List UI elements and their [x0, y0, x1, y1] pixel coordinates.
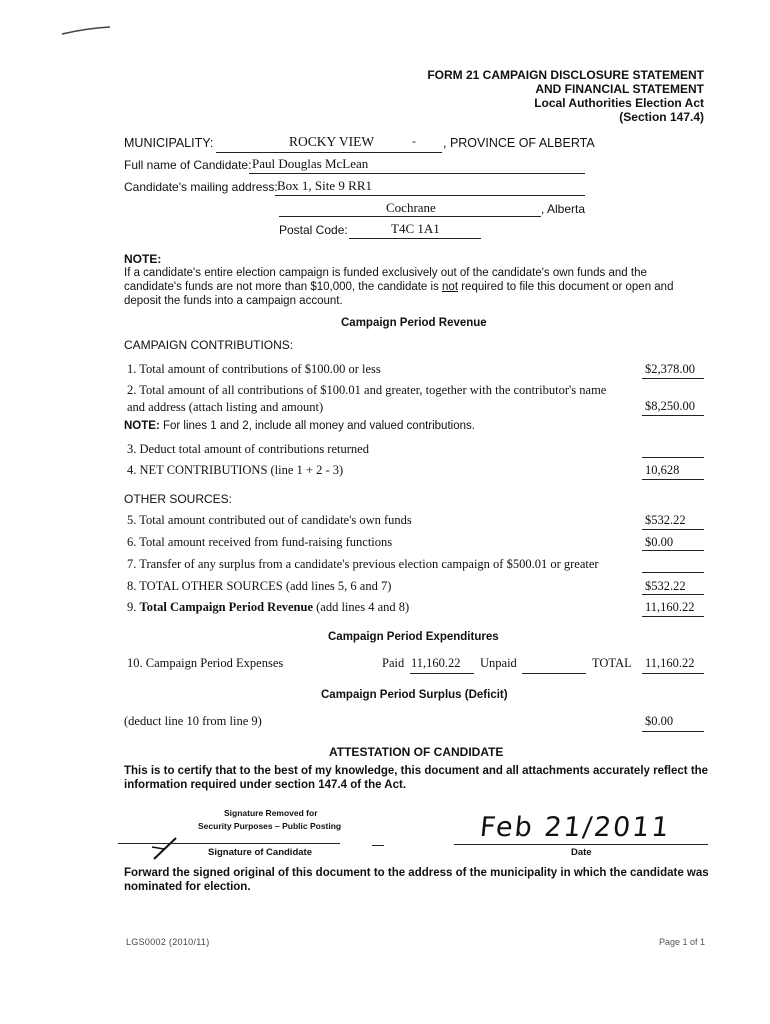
note-line2 — [124, 281, 673, 293]
city-province: , Alberta — [541, 202, 586, 216]
line9-label-bold: Total Campaign Period Revenue — [139, 600, 313, 614]
note-title: NOTE: — [124, 252, 162, 266]
date-label: Date — [571, 847, 592, 858]
line5-underline — [642, 529, 704, 530]
note-line2-a: candidate's funds are not more than $10,000, the candidate is — [124, 281, 443, 293]
municipality-label: MUNICIPALITY: — [124, 136, 214, 150]
note-line2-c: required to file this document or open and — [458, 281, 674, 293]
surplus-underline — [642, 731, 704, 732]
line8-underline — [642, 594, 704, 595]
line2-underline — [642, 415, 704, 416]
line2-text-a: 2. Total amount of all contributions of $100.01 and greater, together with the contributor's name — [127, 383, 607, 397]
revenue-note — [124, 420, 475, 432]
line1-text: 1. Total amount of contributions of $100.00 or less — [127, 362, 381, 376]
line2-text-b: and address (attach listing and amount) — [127, 400, 324, 414]
handwritten-date: Feb 21/2011 — [478, 812, 673, 843]
form-title-line1: FORM 21 CAMPAIGN DISCLOSURE STATEMENT — [427, 68, 704, 82]
form-title-line3: Local Authorities Election Act — [534, 96, 704, 110]
attestation-line2: information required under section 147.4 of the Act. — [124, 779, 407, 791]
scan-mark-icon — [60, 24, 112, 38]
mailing-address-underline — [275, 195, 585, 196]
line6-text: 6. Total amount received from fund-raising functions — [127, 535, 393, 549]
signature-removed-line2: Security Purposes – Public Posting — [198, 821, 342, 831]
line9-text — [127, 600, 409, 615]
contributions-heading: CAMPAIGN CONTRIBUTIONS: — [124, 338, 294, 352]
line1-amount: $2,378.00 — [645, 362, 695, 376]
line8-text: 8. TOTAL OTHER SOURCES (add lines 5, 6 and 7) — [127, 579, 392, 593]
unpaid-underline — [522, 673, 586, 674]
line4-amount: 10,628 — [645, 463, 680, 477]
signature-removed-line1: Signature Removed for — [224, 808, 318, 818]
line9-underline — [642, 616, 704, 617]
forward-line1: Forward the signed original of this document to the address of the municipality in which the candidate was — [124, 867, 709, 879]
revenue-note-label: NOTE: — [124, 420, 160, 432]
postal-code-label: Postal Code: — [279, 223, 348, 237]
paid-label: Paid — [382, 656, 405, 670]
revenue-note-text: For lines 1 and 2, include all money and valued contributions. — [159, 420, 475, 432]
forward-line2: nominated for election. — [124, 881, 251, 893]
mailing-address-label: Candidate's mailing address: — [124, 180, 278, 194]
surplus-amount: $0.00 — [645, 714, 674, 728]
city-underline — [279, 216, 541, 217]
signature-label: Signature of Candidate — [208, 847, 312, 858]
signature-dash — [372, 845, 384, 846]
note-line1: If a candidate's entire election campaign is funded exclusively out of the candidate's own funds and the — [124, 267, 647, 279]
other-sources-heading: OTHER SOURCES: — [124, 492, 233, 506]
line3-text: 3. Deduct total amount of contributions returned — [127, 442, 369, 456]
line9-number: 9. — [127, 600, 140, 614]
line5-text: 5. Total amount contributed out of candidate's own funds — [127, 513, 412, 527]
revenue-section-title: Campaign Period Revenue — [341, 317, 487, 329]
postal-code-underline — [349, 238, 481, 239]
postal-code-value: T4C 1A1 — [391, 221, 440, 236]
paid-amount: 11,160.22 — [411, 656, 461, 670]
line9-label-rest: (add lines 4 and 8) — [313, 600, 410, 614]
line9-amount: 11,160.22 — [645, 600, 695, 614]
form-title — [427, 68, 704, 124]
line7-text: 7. Transfer of any surplus from a candidate's previous election campaign of $500.01 or greater — [127, 557, 599, 571]
date-line — [454, 844, 708, 845]
line4-text: 4. NET CONTRIBUTIONS (line 1 + 2 - 3) — [127, 463, 344, 477]
line8-amount: $532.22 — [645, 579, 686, 593]
form-code: LGS0002 (2010/11) — [126, 937, 210, 947]
expenditures-section-title: Campaign Period Expenditures — [328, 631, 499, 643]
municipality-dash: - — [412, 134, 416, 148]
note-line2-not: not — [442, 281, 459, 293]
province-label: , PROVINCE OF ALBERTA — [443, 136, 595, 150]
total-label: TOTAL — [592, 656, 632, 670]
line6-amount: $0.00 — [645, 535, 674, 549]
page-number: Page 1 of 1 — [659, 937, 706, 947]
surplus-text: (deduct line 10 from line 9) — [124, 714, 262, 728]
signature-line — [118, 843, 340, 844]
candidate-name-underline — [249, 173, 585, 174]
attestation-title: ATTESTATION OF CANDIDATE — [329, 745, 504, 759]
candidate-name-label: Full name of Candidate: — [124, 158, 252, 172]
unpaid-label: Unpaid — [480, 656, 517, 670]
line10-text: 10. Campaign Period Expenses — [127, 656, 284, 670]
city-value: Cochrane — [386, 200, 436, 215]
municipality-underline — [216, 152, 442, 153]
form-title-line2: AND FINANCIAL STATEMENT — [535, 82, 704, 96]
line5-amount: $532.22 — [645, 513, 686, 527]
note-line3: deposit the funds into a campaign account. — [124, 295, 343, 307]
line7-underline — [642, 572, 704, 573]
total-underline — [642, 673, 704, 674]
paid-underline — [410, 673, 474, 674]
signature-mark-icon — [150, 835, 180, 861]
line3-underline — [642, 457, 704, 458]
candidate-name-value: Paul Douglas McLean — [252, 156, 369, 171]
line6-underline — [642, 550, 704, 551]
attestation-line1: This is to certify that to the best of my knowledge, this document and all attachments accurately reflect the — [124, 765, 709, 777]
surplus-section-title: Campaign Period Surplus (Deficit) — [321, 689, 508, 701]
mailing-address-value: Box 1, Site 9 RR1 — [277, 178, 372, 193]
form-title-line4: (Section 147.4) — [619, 110, 704, 124]
line1-underline — [642, 378, 704, 379]
total-amount: 11,160.22 — [645, 656, 695, 670]
municipality-value: ROCKY VIEW — [289, 134, 375, 149]
line2-amount: $8,250.00 — [645, 399, 695, 413]
line4-underline — [642, 479, 704, 480]
